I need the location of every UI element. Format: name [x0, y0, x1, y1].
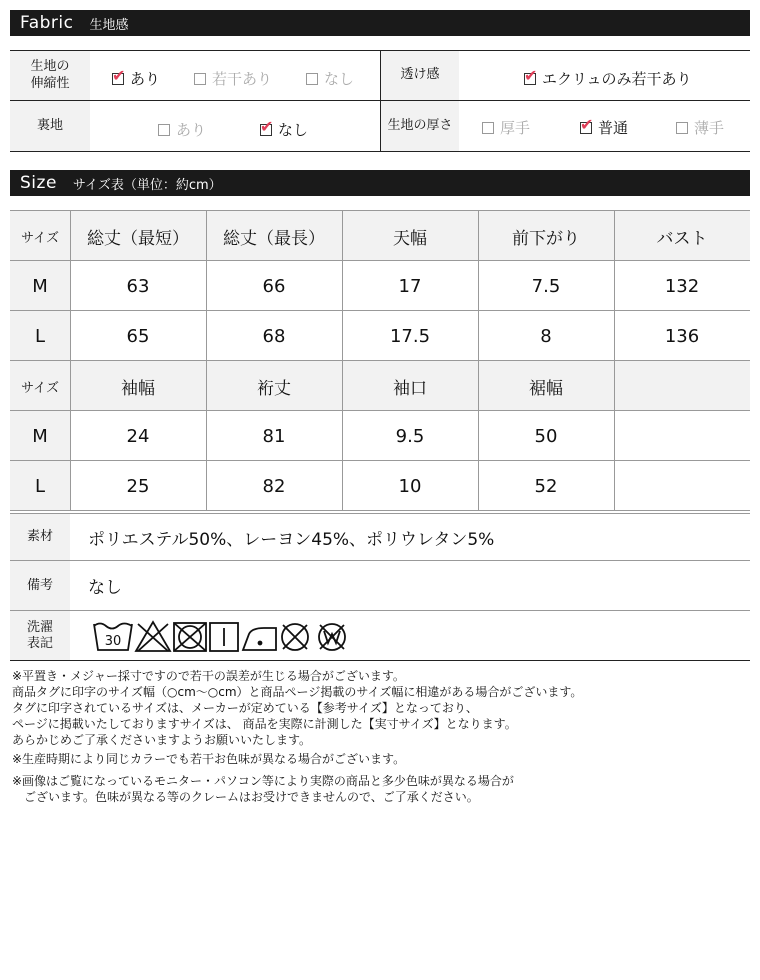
check-icon	[524, 73, 536, 85]
size-header-row-2: サイズ 袖幅 裄丈 袖口 裾幅	[10, 360, 750, 411]
note-line: ※生産時期により同じカラーでも若干お色味が異なる場合がございます。	[12, 752, 406, 766]
lining-option-no: ✔ なし	[260, 119, 308, 140]
note-line: タグに印字されているサイズは、メーカーが定めている【参考サイズ】となっており、	[12, 701, 478, 715]
no-dry-clean-icon	[282, 624, 308, 650]
size-header-row-1: サイズ 総丈（最短） 総丈（最長） 天幅 前下がり バスト	[10, 210, 750, 261]
stretch-option-no: なし	[306, 68, 354, 89]
size-row-l-1: L 65 68 17.5 8 136	[10, 310, 750, 361]
size-row-m-2: M 24 81 9.5 50	[10, 410, 750, 461]
care-symbols	[92, 618, 372, 656]
checkbox-icon	[194, 73, 206, 85]
material-value: ポリエステル50%、レーヨン45%、ポリウレタン5%	[88, 529, 495, 550]
no-wet-clean-icon	[319, 624, 345, 650]
note-line: あらかじめご了承くださいますようお願いいたします。	[12, 733, 312, 747]
lining-label: 裏地	[10, 101, 90, 151]
remarks-value: なし	[88, 578, 122, 598]
check-icon	[260, 124, 272, 136]
care-label: 洗濯 表記	[10, 611, 70, 660]
check-icon	[580, 122, 592, 134]
size-subtitle: サイズ表（単位：約cm）	[72, 177, 222, 193]
line-dry-icon	[210, 623, 238, 651]
thickness-label: 生地の厚さ	[381, 101, 459, 151]
check-icon	[112, 73, 124, 85]
thickness-option-normal: ✔ 普通	[580, 117, 628, 138]
size-row-l-2: L 25 82 10 52	[10, 460, 750, 511]
no-tumble-dry-icon	[174, 623, 206, 651]
stretch-label: 生地の 伸縮性	[10, 51, 90, 100]
checkbox-icon	[306, 73, 318, 85]
checkbox-icon	[158, 124, 170, 136]
fabric-title: Fabric	[20, 13, 74, 33]
svg-text:30: 30	[104, 634, 122, 649]
note-line: ※平置き・メジャー採寸ですので若干の誤差が生じる場合がございます。	[12, 669, 405, 683]
size-title: Size	[20, 173, 57, 193]
size-header	[10, 170, 750, 196]
remarks-label: 備考	[10, 561, 70, 610]
stretch-option-slight: 若干あり	[194, 68, 272, 89]
material-label: 素材	[10, 514, 70, 560]
fabric-table	[10, 50, 750, 152]
note-line: 商品タグに印字のサイズ幅（○cm〜○cm）と商品ページ掲載のサイズ幅に相違がある場合がございます。	[12, 685, 583, 699]
iron-low-icon	[243, 628, 276, 650]
note-line: ページに掲載いたしておりますサイズは、 商品を実際に計測した【実寸サイズ】となります。	[12, 717, 517, 731]
thickness-option-thick: 厚手	[482, 117, 530, 138]
no-bleach-icon	[136, 622, 170, 651]
thickness-option-thin: 薄手	[676, 117, 724, 138]
lining-option-yes: あり	[158, 119, 206, 140]
fabric-header	[10, 10, 750, 36]
wash-30-icon	[94, 624, 132, 651]
note-line: ※画像はご覧になっているモニター・パソコン等により実際の商品と多少色味が異なる場合が	[12, 774, 514, 788]
sheer-option: ✔ エクリュのみ若干あり	[524, 68, 692, 89]
note-line: ございます。色味が異なる等のクレームはお受けできませんので、ご了承ください。	[12, 790, 479, 804]
fabric-subtitle: 生地感	[89, 17, 129, 33]
notes	[12, 668, 752, 805]
sheer-label: 透け感	[381, 51, 459, 100]
size-row-m-1: M 63 66 17 7.5 132	[10, 260, 750, 311]
checkbox-icon	[482, 122, 494, 134]
checkbox-icon	[676, 122, 688, 134]
stretch-option-yes: ✔ あり	[112, 68, 160, 89]
